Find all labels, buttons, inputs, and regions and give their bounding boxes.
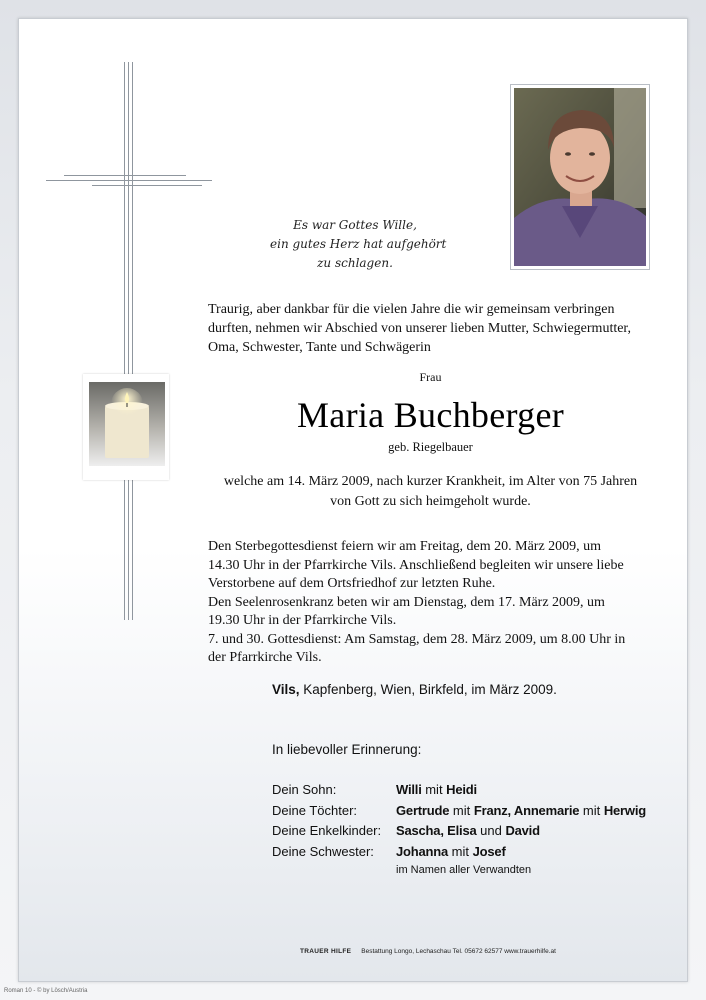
footer-imprint xyxy=(300,948,556,955)
connector: mit xyxy=(421,782,447,797)
footer-text: Bestattung Longo, Lechaschau Tel. 05672 62577 www.trauerhilfe.at xyxy=(361,948,556,955)
corner-copyright: Roman 10 - © by Lösch/Austria xyxy=(4,988,88,994)
relation-label: Deine Enkelkinder: xyxy=(272,823,382,838)
cross-horizontal-beam xyxy=(46,175,212,187)
grandchild-name: David xyxy=(505,823,540,838)
relation-names xyxy=(396,803,646,818)
service-line: Den Seelenrosenkranz beten wir am Dienstag, dem 17. März 2009, um xyxy=(208,594,605,610)
candle-icon xyxy=(83,374,169,480)
death-notice xyxy=(208,472,653,512)
daughter-partner: Franz, Annemarie xyxy=(473,802,580,818)
service-line: Den Sterbegottesdienst feiern wir am Freitag, dem 20. März 2009, um xyxy=(208,539,602,554)
service-line: Verstorbene auf dem Ortsfriedhof zur letzten Ruhe. xyxy=(208,576,496,591)
death-notice-line: welche am 14. März 2009, nach kurzer Krankheit, im Alter von 75 Jahren xyxy=(223,474,638,489)
relation-names xyxy=(396,844,506,859)
service-details xyxy=(208,538,658,668)
cross-vertical-beam xyxy=(124,62,133,620)
connector: mit xyxy=(579,802,604,818)
intro-line: Oma, Schwester, Tante und Schwägerin xyxy=(208,340,431,355)
connector: und xyxy=(476,823,506,838)
portrait-photo xyxy=(510,84,650,270)
service-line: 7. und 30. Gottesdienst: Am Samstag, dem 28. März 2009, um 8.00 Uhr in xyxy=(208,631,626,647)
death-notice-line: von Gott zu sich heimgeholt wurde. xyxy=(330,494,531,509)
service-line: 14.30 Uhr in der Pfarrkirche Vils. Anschließend begleiten wir unsere liebe xyxy=(208,557,624,573)
footer-brand: TRAUER HILFE xyxy=(300,948,352,955)
service-line: der Pfarrkirche Vils. xyxy=(208,650,322,665)
relatives-note: im Namen aller Verwandten xyxy=(396,864,532,876)
daughter-partner: Herwig xyxy=(603,802,646,818)
salutation: Frau xyxy=(419,370,442,384)
place-town: Vils, xyxy=(272,682,300,697)
quote-line: Es war Gottes Wille, xyxy=(293,218,417,232)
relation-label: Dein Sohn: xyxy=(272,782,337,797)
son-partner: Heidi xyxy=(446,782,477,797)
connector: mit xyxy=(449,802,474,818)
connector: mit xyxy=(448,843,473,859)
quote-line: zu schlagen. xyxy=(317,256,393,270)
deceased-name: Maria Buchberger xyxy=(296,395,565,435)
intro-paragraph xyxy=(208,300,653,357)
place-and-date xyxy=(272,682,557,697)
relation-label: Deine Schwester: xyxy=(272,843,374,859)
intro-line: Traurig, aber dankbar für die vielen Jahre die wir gemeinsam verbringen xyxy=(208,302,615,317)
memory-heading: In liebevoller Erinnerung: xyxy=(272,742,422,757)
relation-names xyxy=(396,782,477,797)
daughter-name: Gertrude xyxy=(396,802,450,818)
service-line: 19.30 Uhr in der Pfarrkirche Vils. xyxy=(208,613,397,628)
maiden-name: geb. Riegelbauer xyxy=(388,440,473,454)
portrait-image xyxy=(514,88,646,266)
place-rest: Kapfenberg, Wien, Birkfeld, im März 2009. xyxy=(299,682,557,697)
relation-names xyxy=(396,823,540,838)
bible-quote xyxy=(270,216,447,273)
relation-label: Deine Töchter: xyxy=(272,802,358,818)
grandchildren-names: Sascha, Elisa xyxy=(396,823,477,838)
sister-partner: Josef xyxy=(472,843,506,859)
quote-line: ein gutes Herz hat aufgehört xyxy=(270,237,447,251)
candle-image xyxy=(83,374,169,480)
intro-line: durften, nehmen wir Abschied von unserer lieben Mutter, Schwiegermutter, xyxy=(208,321,632,336)
son-name: Willi xyxy=(396,782,422,797)
sister-name: Johanna xyxy=(396,843,449,859)
